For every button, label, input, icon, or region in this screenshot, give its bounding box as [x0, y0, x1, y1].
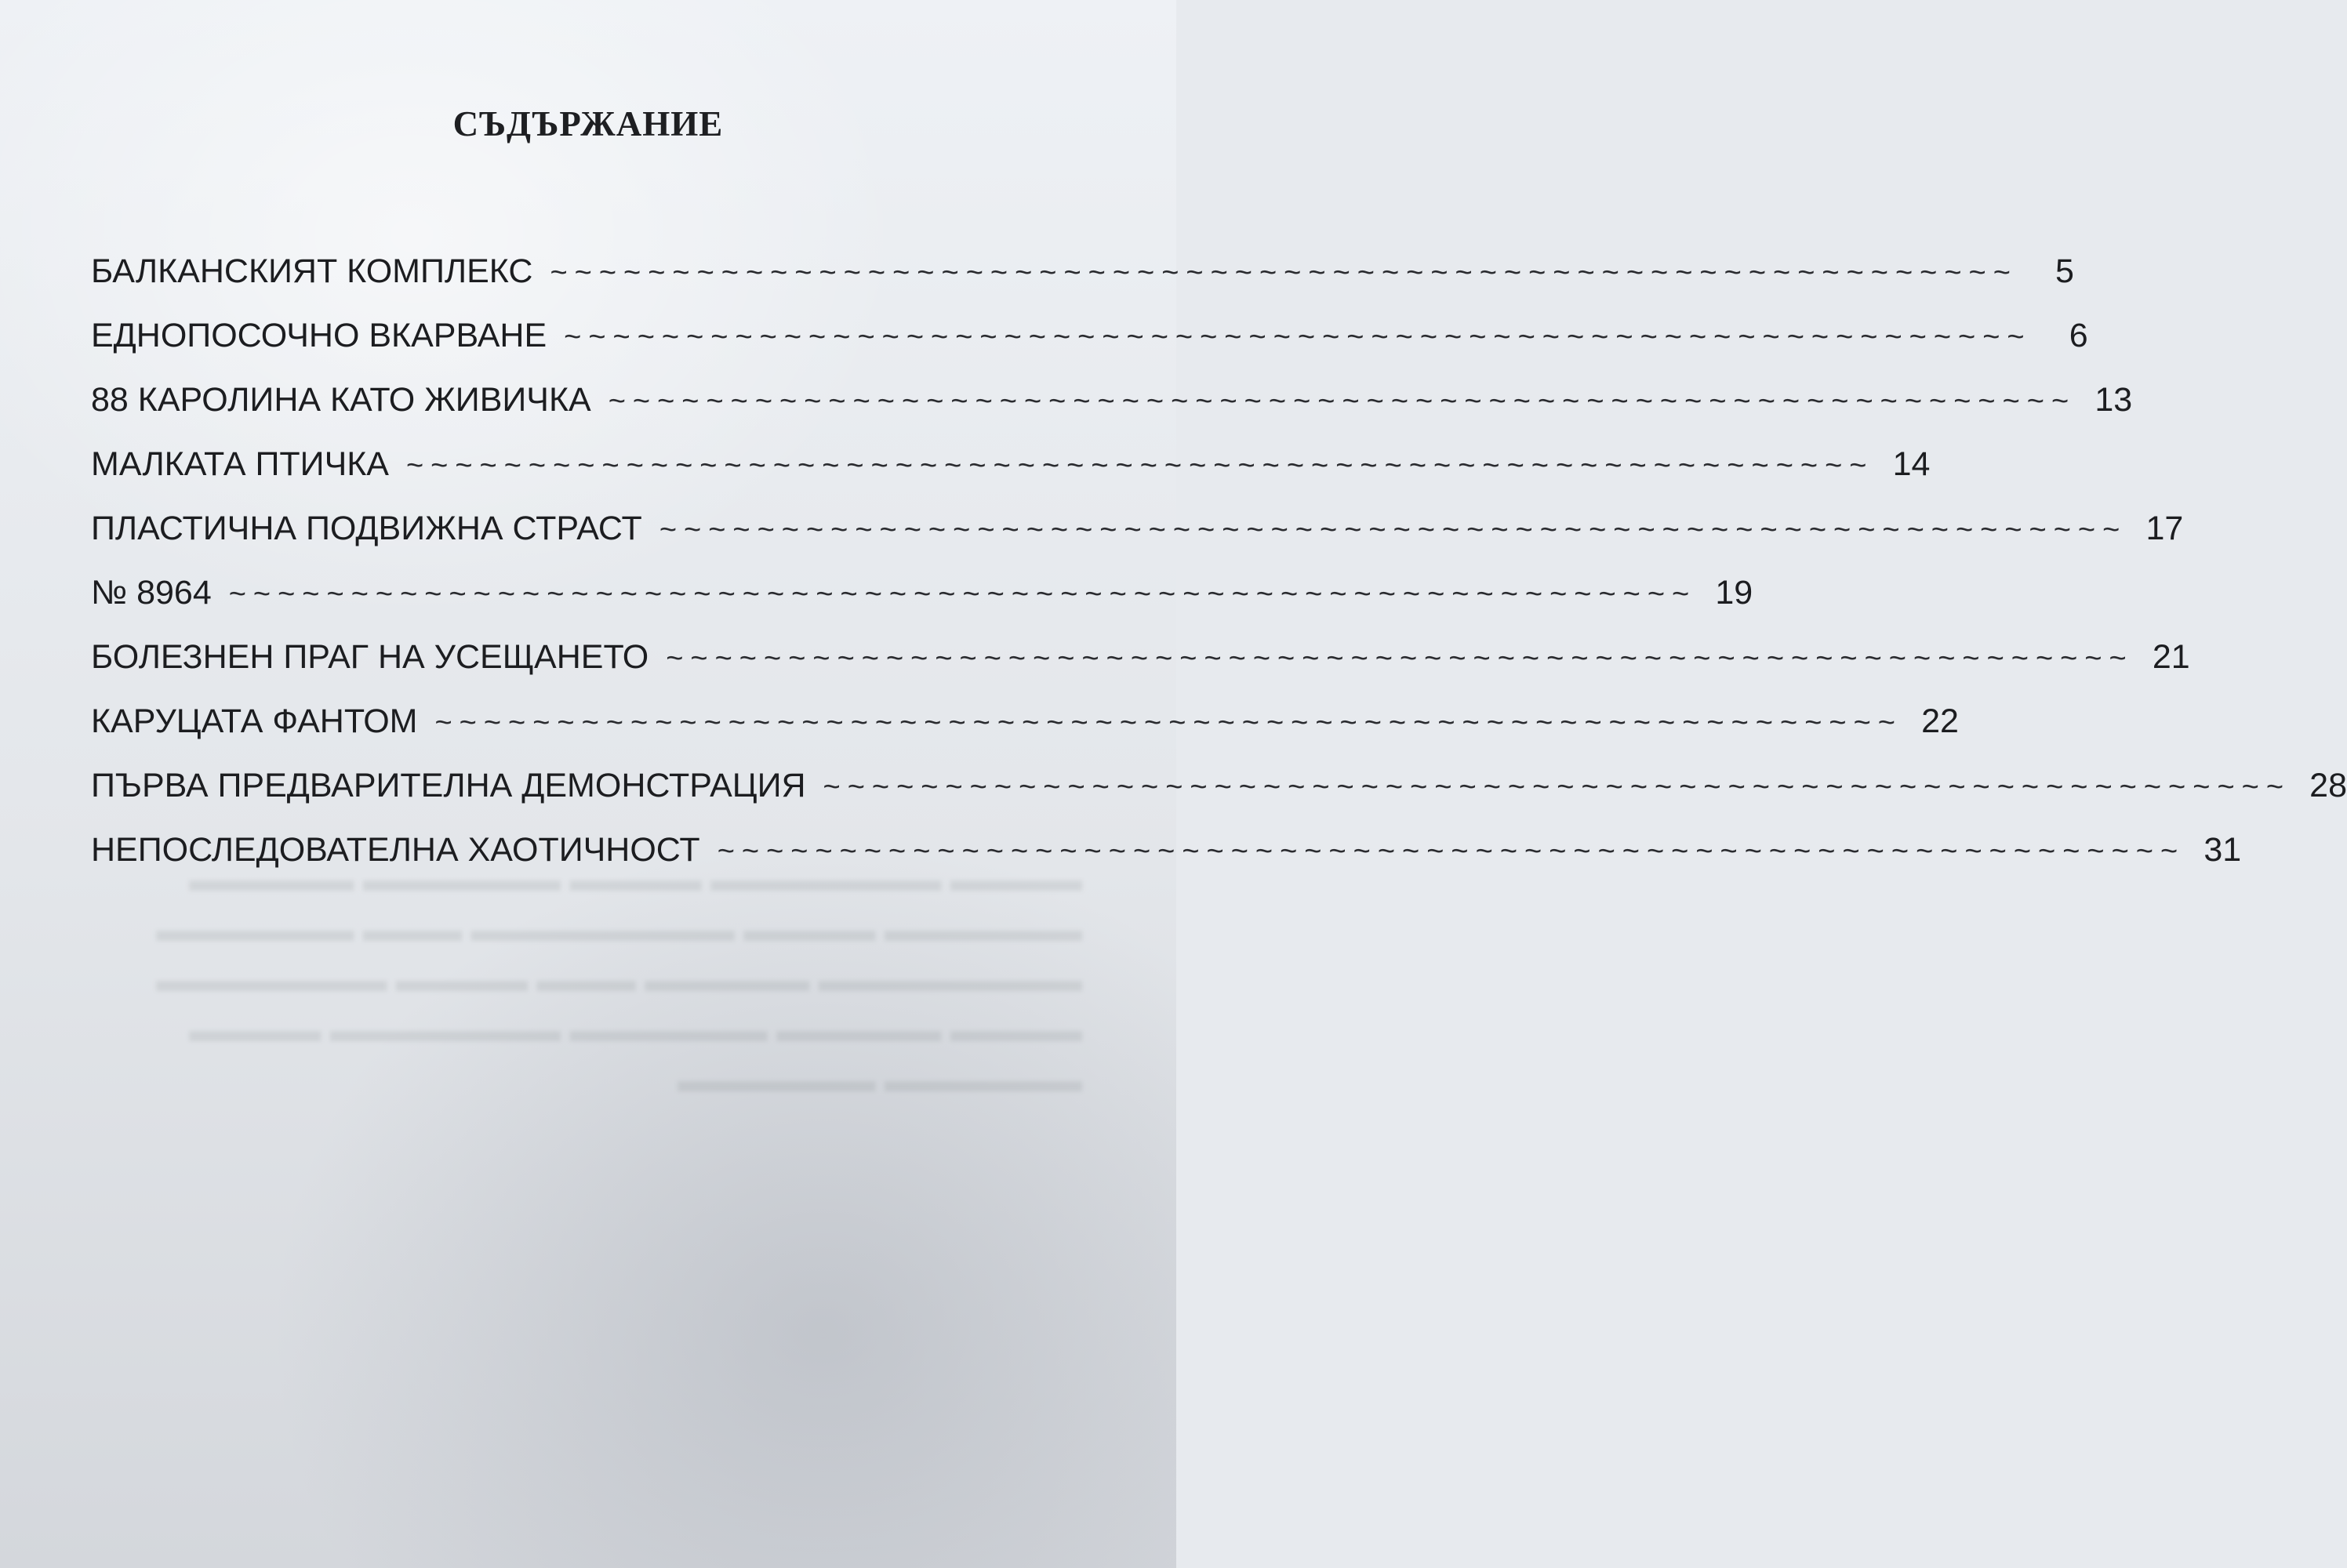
toc-entry-title: БОЛЕЗНЕН ПРАГ НА УСЕЩАНЕТО	[91, 638, 649, 676]
toc-entry-title: ЕДНОПОСОЧНО ВКАРВАНЕ	[91, 317, 547, 354]
toc-entry-page: 14	[1892, 445, 1931, 483]
toc-entry-title: № 8964	[91, 574, 212, 612]
toc-entry	[91, 831, 2242, 895]
toc-entry-title: МАЛКАТА ПТИЧКА	[91, 445, 389, 483]
toc-entry-leader: ~~~~~~~~~~~~~~~~~~~~~~~~~~~~~~~~~~~~~~~~~~~~~~~~~~~~~~~~~~~~	[228, 578, 1697, 611]
toc-entry-page: 22	[1921, 702, 1959, 740]
page-title: СЪДЪРЖАНИЕ	[452, 104, 724, 143]
show-through-texture: ▬▬▬▬ ▬▬▬▬▬▬▬ ▬▬▬▬ ▬▬▬▬▬▬ ▬▬▬▬▬ ▬▬▬▬▬▬ ▬▬▬▬ ▬▬▬▬▬▬▬▬ ▬▬▬ ▬▬▬▬▬▬ ▬▬▬▬▬▬▬▬ ▬▬▬▬▬ ▬▬▬ ▬▬▬▬ ▬▬▬▬▬▬▬ ▬▬▬▬ ▬▬▬▬▬ ▬▬▬▬▬▬ ▬▬▬▬▬▬▬ ▬▬▬▬ ▬▬▬▬▬▬ ▬▬▬▬▬▬	[156, 861, 1082, 1098]
toc-entry	[91, 317, 2088, 381]
toc-entry	[91, 445, 1931, 510]
toc-entry-leader: ~~~~~~~~~~~~~~~~~~~~~~~~~~~~~~~~~~~~~~~~~~~~~~~~~~~~~~~~~~~~	[405, 449, 1874, 482]
toc-entry-leader: ~~~~~~~~~~~~~~~~~~~~~~~~~~~~~~~~~~~~~~~~~~~~~~~~~~~~~~~~~~~~	[564, 321, 2032, 354]
toc-entry	[91, 767, 2347, 831]
toc-entry-leader: ~~~~~~~~~~~~~~~~~~~~~~~~~~~~~~~~~~~~~~~~~~~~~~~~~~~~~~~~~~~~	[434, 706, 1902, 739]
toc-entry-page: 19	[1715, 574, 1753, 612]
toc-entry	[91, 252, 2074, 317]
toc-entry-title: КАРУЦАТА ФАНТОМ	[91, 702, 418, 740]
toc-entry-leader: ~~~~~~~~~~~~~~~~~~~~~~~~~~~~~~~~~~~~~~~~~~~~~~~~~~~~~~~~~~~~	[823, 771, 2291, 804]
toc-entry	[91, 381, 2133, 445]
toc-entry-page: 31	[2203, 831, 2242, 869]
toc-entry-leader: ~~~~~~~~~~~~~~~~~~~~~~~~~~~~~~~~~~~~~~~~~~~~~~~~~~~~~~~~~~~~	[666, 642, 2134, 675]
toc-entry-page: 21	[2152, 638, 2190, 676]
toc-entry-page: 28	[2309, 767, 2347, 804]
toc-entry-title: ПЛАСТИЧНА ПОДВИЖНА СТРАСТ	[91, 510, 642, 547]
toc-entry-page: 13	[2094, 381, 2133, 419]
toc-entry-title: 88 КАРОЛИНА КАТО ЖИВИЧКА	[91, 381, 591, 419]
toc-entry-title: ПЪРВА ПРЕДВАРИТЕЛНА ДЕМОНСТРАЦИЯ	[91, 767, 806, 804]
toc-entry	[91, 510, 2184, 574]
toc-entry-page: 5	[2055, 252, 2074, 290]
toc-entry	[91, 574, 1753, 638]
table-of-contents	[91, 252, 2347, 895]
toc-entry-title: НЕПОСЛЕДОВАТЕЛНА ХАОТИЧНОСТ	[91, 831, 700, 869]
toc-entry	[91, 638, 2190, 702]
toc-entry-title: БАЛКАНСКИЯТ КОМПЛЕКС	[91, 252, 533, 290]
toc-entry-leader: ~~~~~~~~~~~~~~~~~~~~~~~~~~~~~~~~~~~~~~~~~~~~~~~~~~~~~~~~~~~~	[717, 835, 2185, 868]
toc-entry-leader: ~~~~~~~~~~~~~~~~~~~~~~~~~~~~~~~~~~~~~~~~~~~~~~~~~~~~~~~~~~~~	[608, 385, 2076, 418]
toc-entry-leader: ~~~~~~~~~~~~~~~~~~~~~~~~~~~~~~~~~~~~~~~~~~~~~~~~~~~~~~~~~~~~	[550, 256, 2018, 289]
toc-entry-page: 17	[2145, 510, 2184, 547]
toc-entry-page: 6	[2069, 317, 2088, 354]
toc-entry-leader: ~~~~~~~~~~~~~~~~~~~~~~~~~~~~~~~~~~~~~~~~~~~~~~~~~~~~~~~~~~~~	[659, 514, 2127, 546]
toc-entry	[91, 702, 1959, 767]
